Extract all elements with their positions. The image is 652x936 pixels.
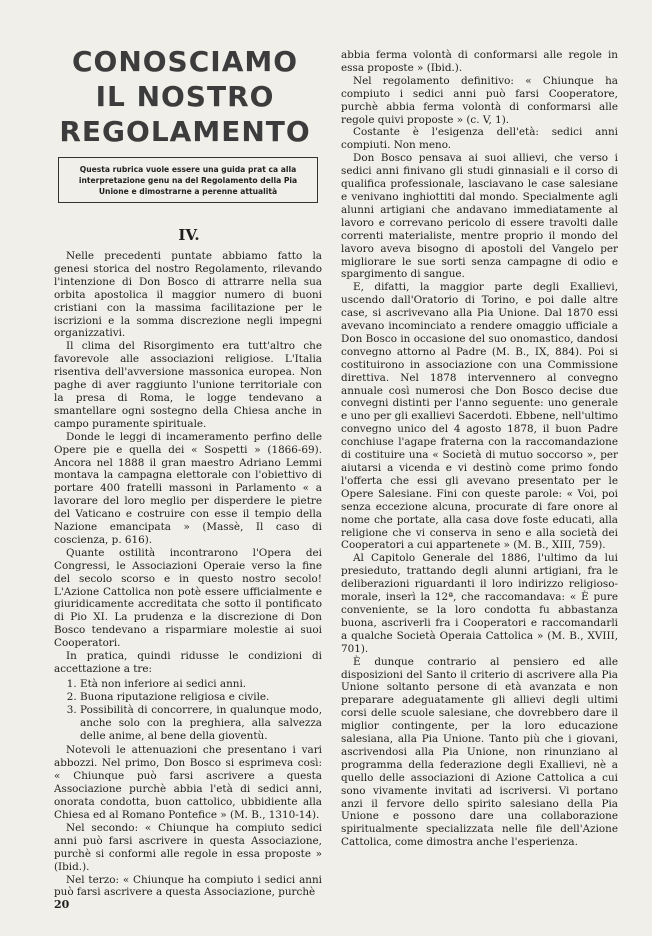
paragraph: Al Capitolo Generale del 1886, l'ultimo da lui presieduto, trattando degli alunni artigiani, fra le deliberazioni riguardanti il loro indirizzo religioso-morale, inserì la 12ª, che raccomandava: « È pure conveniente, se la loro condotta fu abbastanza buona, ascriverli fra i Cooperatori e raccomandarli a qualche Società Operaia Cattolica » (M. B., XVIII, 701). [341,552,618,655]
paragraph: E, difatti, la maggior parte degli Exallievi, uscendo dall'Oratorio di Torino, e poi dalle altre case, si ascrivevano alla Pia Unione. Dal 1870 essi avevano incominciato a rendere omaggio ufficiale a Don Bosco in occasione del suo onomastico, dandosi convegno attorno al Padre (M. B., IX, 884). Poi si costituirono in associazione con una Commissione direttiva. Nel 1878 intervennero al convegno annuale così numerosi che Don Bosco decise due convegni distinti per l'anno seguente: uno generale e uno per gli exallievi Sacerdoti. Ebbene, nell'ultimo convegno unico del 4 agosto 1878, il buon Padre conchiuse l'agape fraterna con la raccomandazione di costituire una « Società di mutuo soccorso », per aiutarsi a vicenda e vi destinò come primo fondo l'offerta che essi gli avevano presentato per le Opere Salesiane. Fini con queste parole: « Voi, poi senza eccezione alcuna, procurate di fare onore al nome che portate, alla casa dove foste educati, alla religione che vi conserva in seno e alla società dei Cooperatori a cui appartenete » (M. B., XIII, 759). [341,281,618,552]
list-item: 1. Età non inferiore ai sedici anni. [80,678,322,691]
left-column [54,250,322,899]
paragraph: In pratica, quindi ridusse le condizioni di accettazione a tre: [54,650,322,675]
rubric-box: Questa rubrica vuole essere una guida prat ca alla interpretazione genu na del Regolamento della Pia Unione e dimostrarne a perenne attualità [58,157,318,203]
paragraph: abbia ferma volontà di conformarsi alle regole in essa proposte » (Ibid.). [341,49,618,74]
list-item: 3. Possibilità di concorrere, in qualunque modo, anche solo con la preghiera, alla salvezza delle anime, al bene della gioventù. [80,704,322,743]
right-column [341,49,618,849]
paragraph: Nel secondo: « Chiunque ha compiuto sedici anni può farsi ascrivere in questa Associazione, purchè si conformi alle regole in essa proposte » (Ibid.). [54,821,322,873]
paragraph: Il clima del Risorgimento era tutt'altro che favorevole alle associazioni religiose. L'Italia risentiva dell'avversione massonica europea. Non paghe di aver raggiunto l'unione territoriale con la presa di Roma, le logge tendevano a smantellare ogni sostegno della Chiesa anche in campo puramente spirituale. [54,340,322,430]
title-line-1: CONOSCIAMO [71,45,299,78]
paragraph: È dunque contrario al pensiero ed alle disposizioni del Santo il criterio di ascrivere alla Pia Unione soltanto persone di età avanzata e non preparare adeguatamente gli allievi degli ultimi corsi delle scuole salesiane, che dovrebbero dare il miglior contingente, per la loro educazione salesiana, alla Pia Unione. Tanto più che i giovani, ascrivendosi alla Pia Unione, non rinunziano al programma della federazione degli Exallievi, nè a quello delle associazioni di Azione Cattolica a cui sono vivamente invitati ad iscriversi. Vi portano anzi il fervore dello spirito salesiano della Pia Unione e possono dare una collaborazione spiritualmente specializzata nelle file dell'Azione Cattolica, come dimostra anche l'esperienza. [341,655,618,849]
page-title [50,44,320,149]
paragraph: Nel terzo: « Chiunque ha compiuto i sedici anni può farsi ascrivere a questa Associazione, purchè [54,873,322,899]
title-line-2: IL NOSTRO [95,80,275,113]
paragraph: Notevoli le attenuazioni che presentano i vari abbozzi. Nel primo, Don Bosco si esprimeva così: « Chiunque può farsi ascrivere a questa Associazione purchè abbia l'età di sedici anni, onorata condotta, buon cattolico, ubbidiente alla Chiesa ed al Romano Pontefice » (M. B., 1310-14). [54,744,322,821]
paragraph: Costante è l'esigenza dell'età: sedici anni compiuti. Non meno. [341,126,618,152]
page-number: 20 [54,898,70,911]
title-line-3: REGOLAMENTO [59,115,311,148]
section-number: IV. [178,226,200,244]
conditions-list [54,678,322,743]
paragraph: Donde le leggi di incameramento perfino delle Opere pie e quella dei « Sospetti » (1866-69). Ancora nel 1888 il gran maestro Adriano Lemmi montava la campagna elettorale con l'obiettivo di portare 400 fratelli massoni in Parlamento « a lavorare del loro meglio per disperdere le pietre del Vaticano e costruire con esse il tempio della Nazione emancipata » (Massè, Il caso di coscienza, p. 616). [54,430,322,546]
paragraph: Quante ostilità incontrarono l'Opera dei Congressi, le Associazioni Operaie verso la fine del secolo scorso e in questo nostro secolo! L'Azione Cattolica non potè essere ufficialmente e giuridicamente accreditata che sotto il pontificato di Pio XI. La prudenza e la discrezione di Don Bosco tendevano a risparmiare molestie ai suoi Cooperatori. [54,546,322,650]
paragraph: Nelle precedenti puntate abbiamo fatto la genesi storica del nostro Regolamento, rilevando l'intenzione di Don Bosco di attrarre nella sua orbita apostolica il maggior numero di buoni cristiani con la massima facilitazione per le iscrizioni e la somma discrezione negli impegni organizzativi. [54,250,322,340]
paragraph: Don Bosco pensava ai suoi allievi, che verso i sedici anni finivano gli studi ginnasiali e il corso di qualifica professionale, lasciavano le case salesiane e venivano inghiottiti dal mondo. Specialmente agli alunni artigiani che andavano immediatamente al lavoro e correvano pericolo di essere travolti dalle correnti materialiste, mentre proprio il mondo del lavoro aveva bisogno di apostoli del Vangelo per migliorare le sue sorti senza campagne di odio e spargimento di sangue. [341,152,618,281]
paragraph: Nel regolamento definitivo: « Chiunque ha compiuto i sedici anni può farsi Cooperatore, purchè abbia ferma volontà di conformarsi alle regole quivi proposte » (c. V, 1). [341,74,618,126]
list-item: 2. Buona riputazione religiosa e civile. [80,691,322,704]
